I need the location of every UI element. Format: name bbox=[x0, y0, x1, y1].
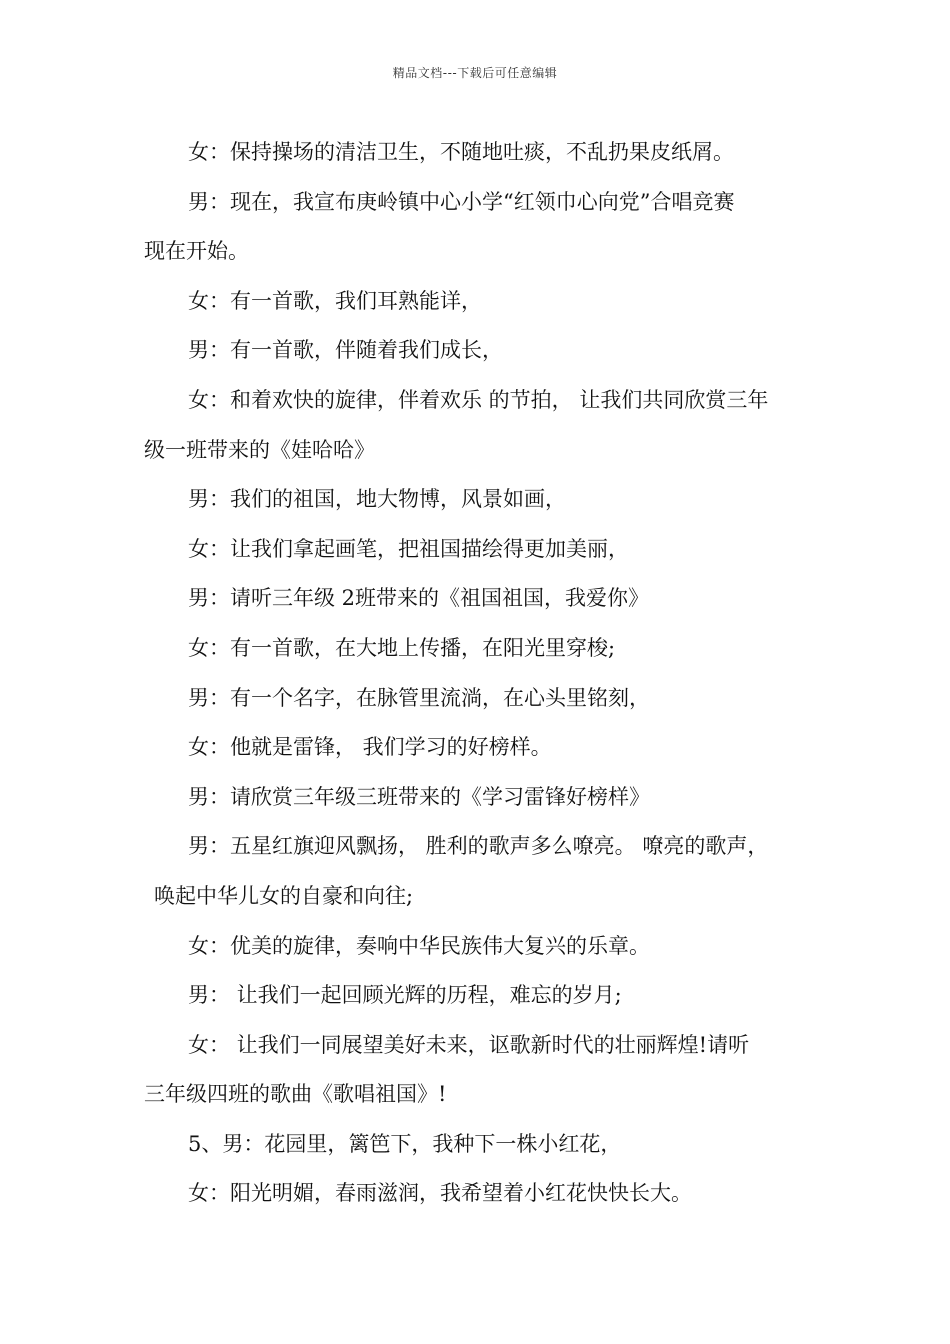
text-line: 男：请欣赏三年级三班带来的《学习雷锋好榜样》 bbox=[188, 784, 650, 809]
document-body bbox=[144, 128, 816, 1219]
text-line: 男：现在，我宣布庚岭镇中心小学“红领巾心向党”合唱竞赛 bbox=[188, 189, 735, 214]
text-line: 男：我们的祖国，地大物博，风景如画， bbox=[188, 487, 566, 512]
text-line: 男：有一个名字，在脉管里流淌，在心头里铭刻， bbox=[188, 685, 650, 710]
text-line: 女：保持操场的清洁卫生，不随地吐痰，不乱扔果皮纸屑。 bbox=[188, 140, 734, 164]
text-line: 女：让我们拿起画笔，把祖国描绘得更加美丽， bbox=[188, 536, 629, 561]
text-line: 男：有一首歌，伴随着我们成长， bbox=[188, 338, 503, 363]
text-line: 男： 让我们一起回顾光辉的历程，难忘的岁月; bbox=[188, 983, 622, 1008]
text-line: 女：优美的旋律，奏响中华民族伟大复兴的乐章。 bbox=[188, 933, 650, 958]
text-line: 女：他就是雷锋， 我们学习的好榜样。 bbox=[188, 735, 552, 760]
text-line: 女：有一首歌，在大地上传播，在阳光里穿梭; bbox=[188, 635, 616, 660]
text-line: 女：有一首歌，我们耳熟能详， bbox=[188, 288, 482, 313]
text-line: 唤起中华儿女的自豪和向往; bbox=[154, 883, 414, 908]
text-line: 女：和着欢快的旋律，伴着欢乐 的节拍， 让我们共同欣赏三年 bbox=[188, 387, 769, 412]
page-header: 精品文档---下载后可任意编辑 bbox=[392, 66, 558, 80]
text-line: 三年级四班的歌曲《歌唱祖国》! bbox=[144, 1082, 447, 1107]
text-line: 男：请听三年级 2班带来的《祖国祖国，我爱你》 bbox=[188, 586, 650, 611]
text-line: 女： 让我们一同展望美好未来，讴歌新时代的壮丽辉煌!请听 bbox=[188, 1032, 750, 1057]
text-line: 现在开始。 bbox=[144, 239, 249, 264]
text-line: 男：五星红旗迎风飘扬， 胜利的歌声多么嘹亮。 嘹亮的歌声， bbox=[188, 834, 769, 859]
text-line: 女：阳光明媚，春雨滋润，我希望着小红花快快长大。 bbox=[188, 1181, 692, 1206]
text-line: 5、男：花园里，篱笆下，我种下一株小红花， bbox=[188, 1131, 622, 1156]
text-line: 级一班带来的《娃哈哈》 bbox=[144, 437, 375, 462]
